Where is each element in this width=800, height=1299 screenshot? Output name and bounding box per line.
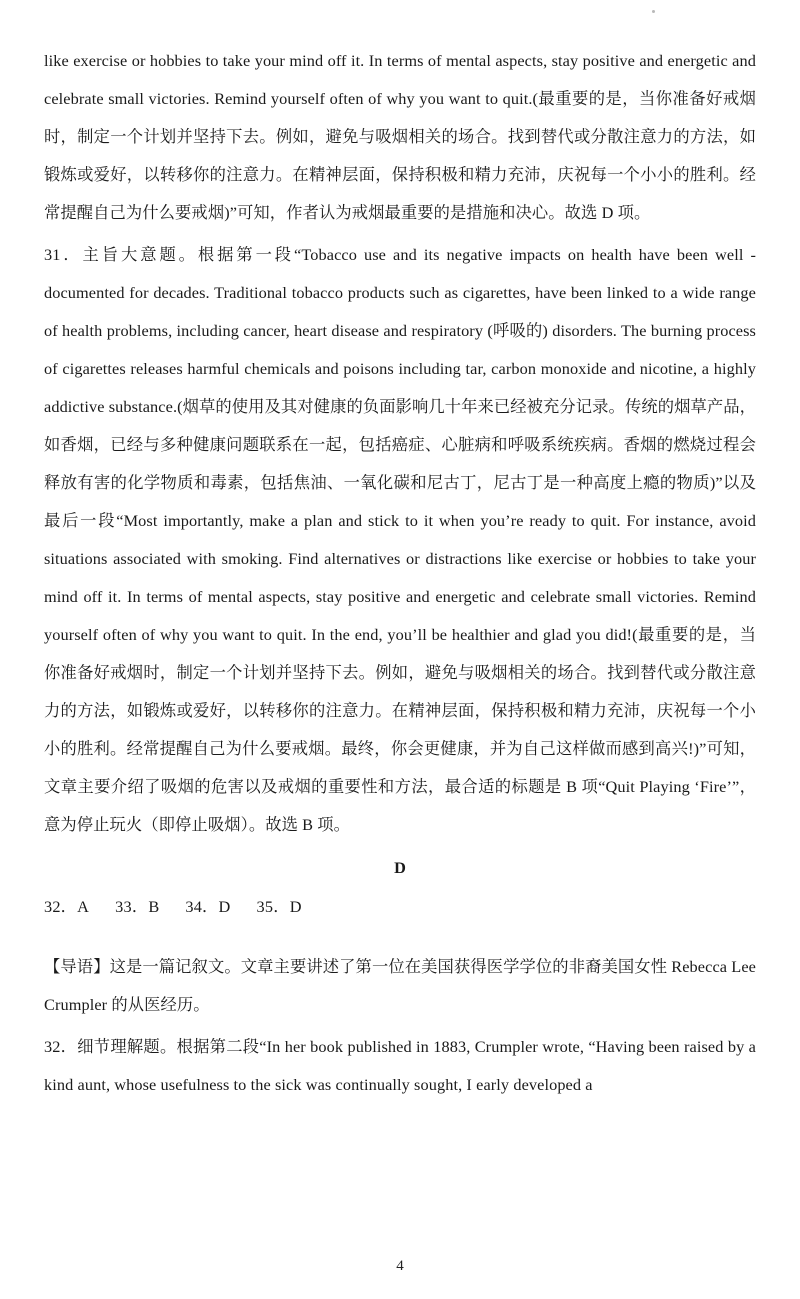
answer-number-33: 33． — [115, 897, 149, 916]
paragraph-spacer — [44, 926, 756, 948]
paragraph-q32-explanation: 32．细节理解题。根据第二段“In her book published in 1883, Crumpler wrote, “Having been raised by a kind aunt, whose usefulness to the sick was continually sought, I early developed a — [44, 1037, 756, 1094]
answer-letter-32: A — [77, 897, 90, 916]
paragraph-q30-continued: like exercise or hobbies to take your mind off it. In terms of mental aspects, stay positive and energetic and celebrate small victories. Remind yourself often of why you want to quit.(最重要的是，当你准备好戒烟时，制定一个计划并坚持下去。例如，避免与吸烟相关的场合。找到替代或分散注意力的方法，如锻炼或爱好，以转移你的注意力。在精神层面，保持积极和精力充沛，庆祝每一个小小的胜利。经常提醒自己为什么要戒烟)”可知，作者认为戒烟最重要的是措施和决心。故选 D 项。 — [44, 51, 756, 222]
answer-letter-34: D — [218, 897, 231, 916]
page-number: 4 — [396, 1258, 404, 1274]
paragraph-q31-explanation: 31．主旨大意题。根据第一段“Tobacco use and its negative impacts on health have been well - documented for decades. Traditional tobacco products such as cigarettes, have been linked to a wide range of health problems, including cancer, heart disease and respiratory (呼吸的) disorders. The burning process of cigarettes releases harmful chemicals and poisons including tar, carbon monoxide and nicotine, a highly addictive substance.(烟草的使用及其对健康的负面影响几十年来已经被充分记录。传统的烟草产品，如香烟，已经与多种健康问题联系在一起，包括癌症、心脏病和呼吸系统疾病。香烟的燃烧过程会释放有害的化学物质和毒素，包括焦油、一氧化碳和尼古丁，尼古丁是一种高度上瘾的物质)”以及最后一段“Most importantly, make a plan and stick to it when you’re ready to quit. For instance, avoid situations associated with smoking. Find alternatives or distractions like exercise or hobbies to take your mind off it. In terms of mental aspects, stay positive and energetic and celebrate small victories. Remind yourself often of why you want to quit. In the end, you’ll be healthier and glad you did!(最重要的是，当你准备好戒烟时，制定一个计划并坚持下去。例如，避免与吸烟相关的场合。找到替代或分散注意力的方法，如锻炼或爱好，以转移你的注意力。在精神层面，保持积极和精力充沛，庆祝每一个小小的胜利。经常提醒自己为什么要戒烟。最终，你会更健康，并为自己这样做而感到高兴!)”可知，文章主要介绍了吸烟的危害以及戒烟的重要性和方法，最合适的标题是 B 项“Quit Playing ‘Fire’”，意为停止玩火（即停止吸烟）。故选 B 项。 — [44, 245, 756, 834]
answer-number-34: 34． — [185, 897, 219, 916]
answer-letter-35: D — [289, 897, 302, 916]
paragraph-guide: 【导语】这是一篇记叙文。文章主要讲述了第一位在美国获得医学学位的非裔美国女性 Rebecca Lee Crumpler 的从医经历。 — [44, 957, 756, 1014]
section-heading-d: D — [394, 858, 406, 877]
answer-number-35: 35． — [256, 897, 290, 916]
answer-number-32: 32． — [44, 897, 78, 916]
page-margin-dot — [652, 10, 655, 13]
answer-letter-33: B — [148, 897, 160, 916]
answers-line — [44, 888, 756, 926]
